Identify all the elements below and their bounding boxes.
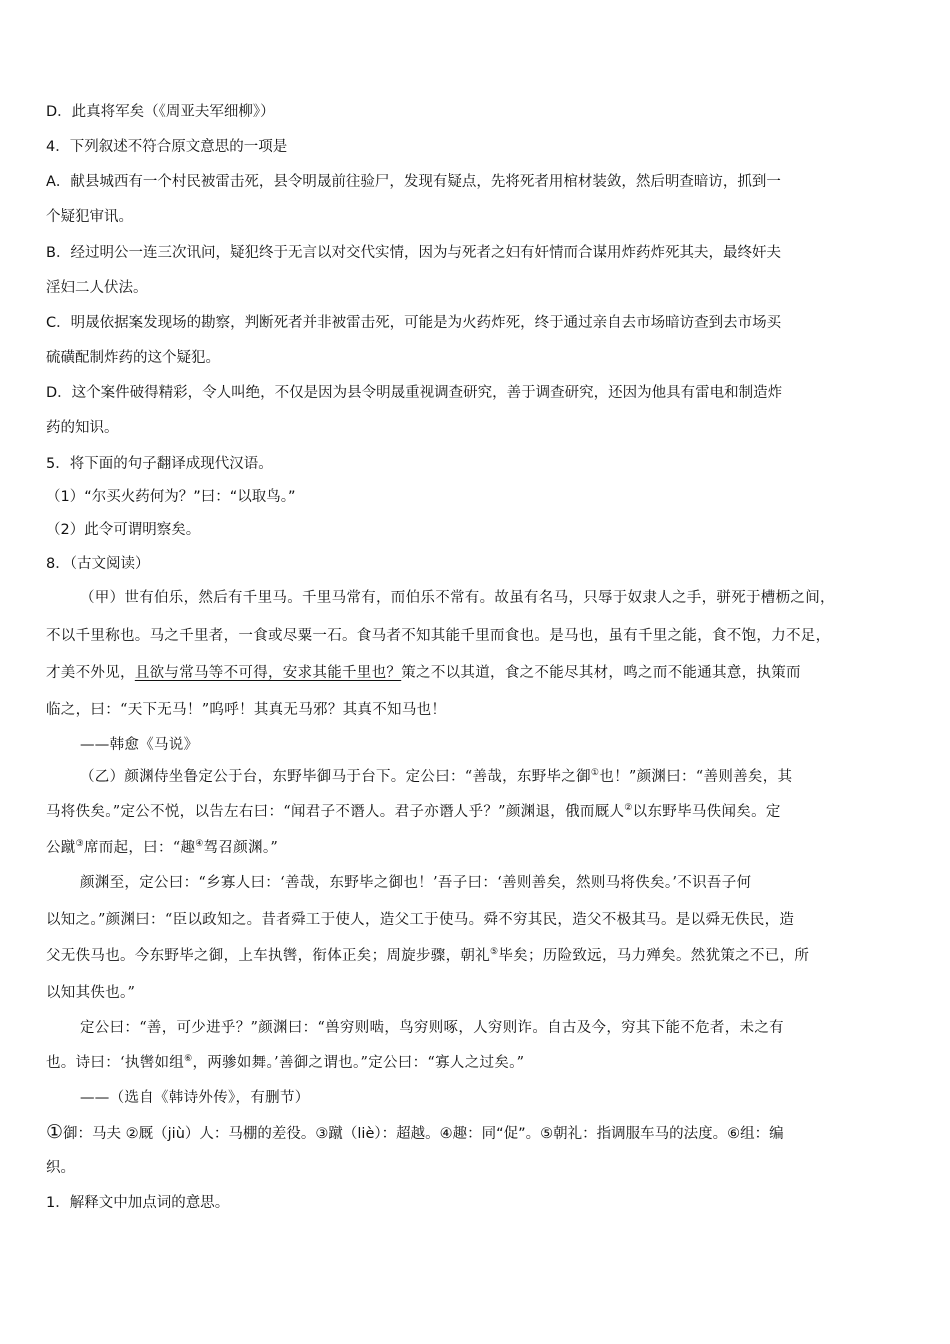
footnote-mark: ①: [590, 768, 600, 779]
passage-yi-source: ——（选自《韩诗外传》，有删节）: [80, 1090, 310, 1106]
option-d-previous: D．此真将军矣（《周亚夫军细柳》）: [46, 104, 275, 120]
q5-sentence-2: （2）此令可谓明察矣。: [46, 522, 201, 538]
option-b-line2: 淫妇二人伏法。: [46, 280, 148, 296]
option-a-line1: A．献县城西有一个村民被雷击死，县令明晟前往验尸，发现有疑点，先将死者用棺材装敛，然后明查暗访，抓到一: [46, 174, 781, 190]
text-segment: 御：马夫 ②厩（jiù）人：马棚的差役。③蹴（liè）：超越。④趣：同“促”。⑤朝礼：指调服车马的法度。⑥组：编: [63, 1126, 784, 1142]
text-segment: 马将佚矣。”定公不悦，以告左右曰：“闻君子不谮人。君子亦谮人乎？”颜渊退，俄而厩人: [46, 804, 625, 820]
passage-jia-line3: [46, 663, 908, 683]
option-c-line1: C．明晟依据案发现场的勘察，判断死者并非被雷击死，可能是为火药炸死，终于通过亲自去市场暗访查到去市场买: [46, 315, 782, 331]
text-segment: ，两骖如舞。’善御之谓也。”定公曰：“寡人之过矣。”: [192, 1055, 525, 1071]
text-segment: 也！”颜渊曰：“善则善矣，其: [599, 769, 793, 785]
sub-question-1: 1．解释文中加点词的意思。: [46, 1195, 230, 1211]
text-segment: （乙）颜渊侍坐鲁定公于台，东野毕御马于台下。定公曰：“善哉，东野毕之御: [80, 769, 591, 785]
q5-sentence-1: （1）“尔买火药何为？”曰：“以取鸟。”: [46, 489, 296, 505]
question-8-heading: 8．（古文阅读）: [46, 556, 150, 572]
option-a-line2: 个疑犯审讯。: [46, 209, 133, 225]
text-segment: 以东野毕马佚闻矣。定: [632, 804, 781, 820]
text-segment: 驾召颜渊。”: [203, 840, 279, 856]
passage-yi-p1-line1: [80, 767, 942, 787]
footnote-mark: ③: [75, 839, 84, 850]
jia-underlined-sentence: 且欲与常马等不可得，安求其能千里也？: [134, 665, 402, 681]
annotations-line1: [46, 1122, 908, 1144]
jia-line3-pre: 才美不外见，: [46, 665, 135, 681]
passage-yi-p2-line3: [46, 946, 908, 966]
footnote-mark: ①: [46, 1122, 64, 1143]
text-segment: 公蹴: [46, 840, 76, 856]
question-4-title: 4．下列叙述不符合原文意思的一项是: [46, 139, 288, 155]
option-d-line1: D．这个案件破得精彩，令人叫绝，不仅是因为县令明晟重视调查研究，善于调查研究，还因为他具有雷电和制造炸: [46, 385, 783, 401]
passage-yi-p3-line2: [46, 1053, 908, 1073]
passage-jia-line2: 不以千里称也。马之千里者，一食或尽粟一石。食马者不知其能千里而食也。是马也，虽有千里之能，食不饱，力不足，: [46, 628, 831, 644]
passage-yi-p2-line1: 颜渊至，定公曰：“乡寡人曰：‘善哉，东野毕之御也！’吾子曰：‘善则善矣，然则马将佚矣。’不识吾子何: [80, 875, 752, 891]
footnote-mark: ⑥: [184, 1054, 193, 1065]
annotations-line2: 织。: [46, 1160, 75, 1176]
passage-yi-p2-line2: 以知之。”颜渊曰：“臣以政知之。昔者舜工于使人，造父工于使马。舜不穷其民，造父不极其马。是以舜无佚民，造: [46, 912, 795, 928]
passage-yi-p1-line3: [46, 838, 908, 858]
option-b-line1: B．经过明公一连三次讯问，疑犯终于无言以对交代实情，因为与死者之妇有奸情而合谋用炸药炸死其夫，最终奸夫: [46, 245, 781, 261]
passage-yi-p1-line2: [46, 802, 908, 822]
text-segment: 父无佚马也。今东野毕之御，上车执辔，衔体正矣；周旋步骤，朝礼: [46, 948, 490, 964]
passage-jia-source: ——韩愈《马说》: [80, 737, 199, 753]
footnote-mark: ⑤: [490, 947, 499, 958]
option-d-line2: 药的知识。: [46, 420, 119, 436]
text-segment: 席而起，曰：“趣: [83, 840, 196, 856]
text-segment: 毕矣；历险致远，马力殚矣。然犹策之不已，所: [498, 948, 810, 964]
passage-jia-line1: （甲）世有伯乐，然后有千里马。千里马常有，而伯乐不常有。故虽有名马，只辱于奴隶人之手，骈死于槽枥之间，: [80, 590, 835, 606]
footnote-mark: ④: [195, 839, 204, 850]
text-segment: 也。诗曰：‘执辔如组: [46, 1055, 185, 1071]
question-5-title: 5．将下面的句子翻译成现代汉语。: [46, 456, 273, 472]
jia-line3-post: 策之不以其道，食之不能尽其材，鸣之而不能通其意，执策而: [401, 665, 801, 681]
footnote-mark: ②: [624, 803, 633, 814]
option-c-line2: 硫磺配制炸药的这个疑犯。: [46, 350, 220, 366]
passage-jia-line4: 临之，曰：“天下无马！”呜呼！其真无马邪？其真不知马也！: [46, 702, 447, 718]
passage-yi-p3-line1: 定公曰：“善，可少进乎？”颜渊曰：“兽穷则啮，鸟穷则啄，人穷则诈。自古及今，穷其下能不危者，未之有: [80, 1020, 784, 1036]
passage-yi-p2-line4: 以知其佚也。”: [46, 985, 136, 1001]
